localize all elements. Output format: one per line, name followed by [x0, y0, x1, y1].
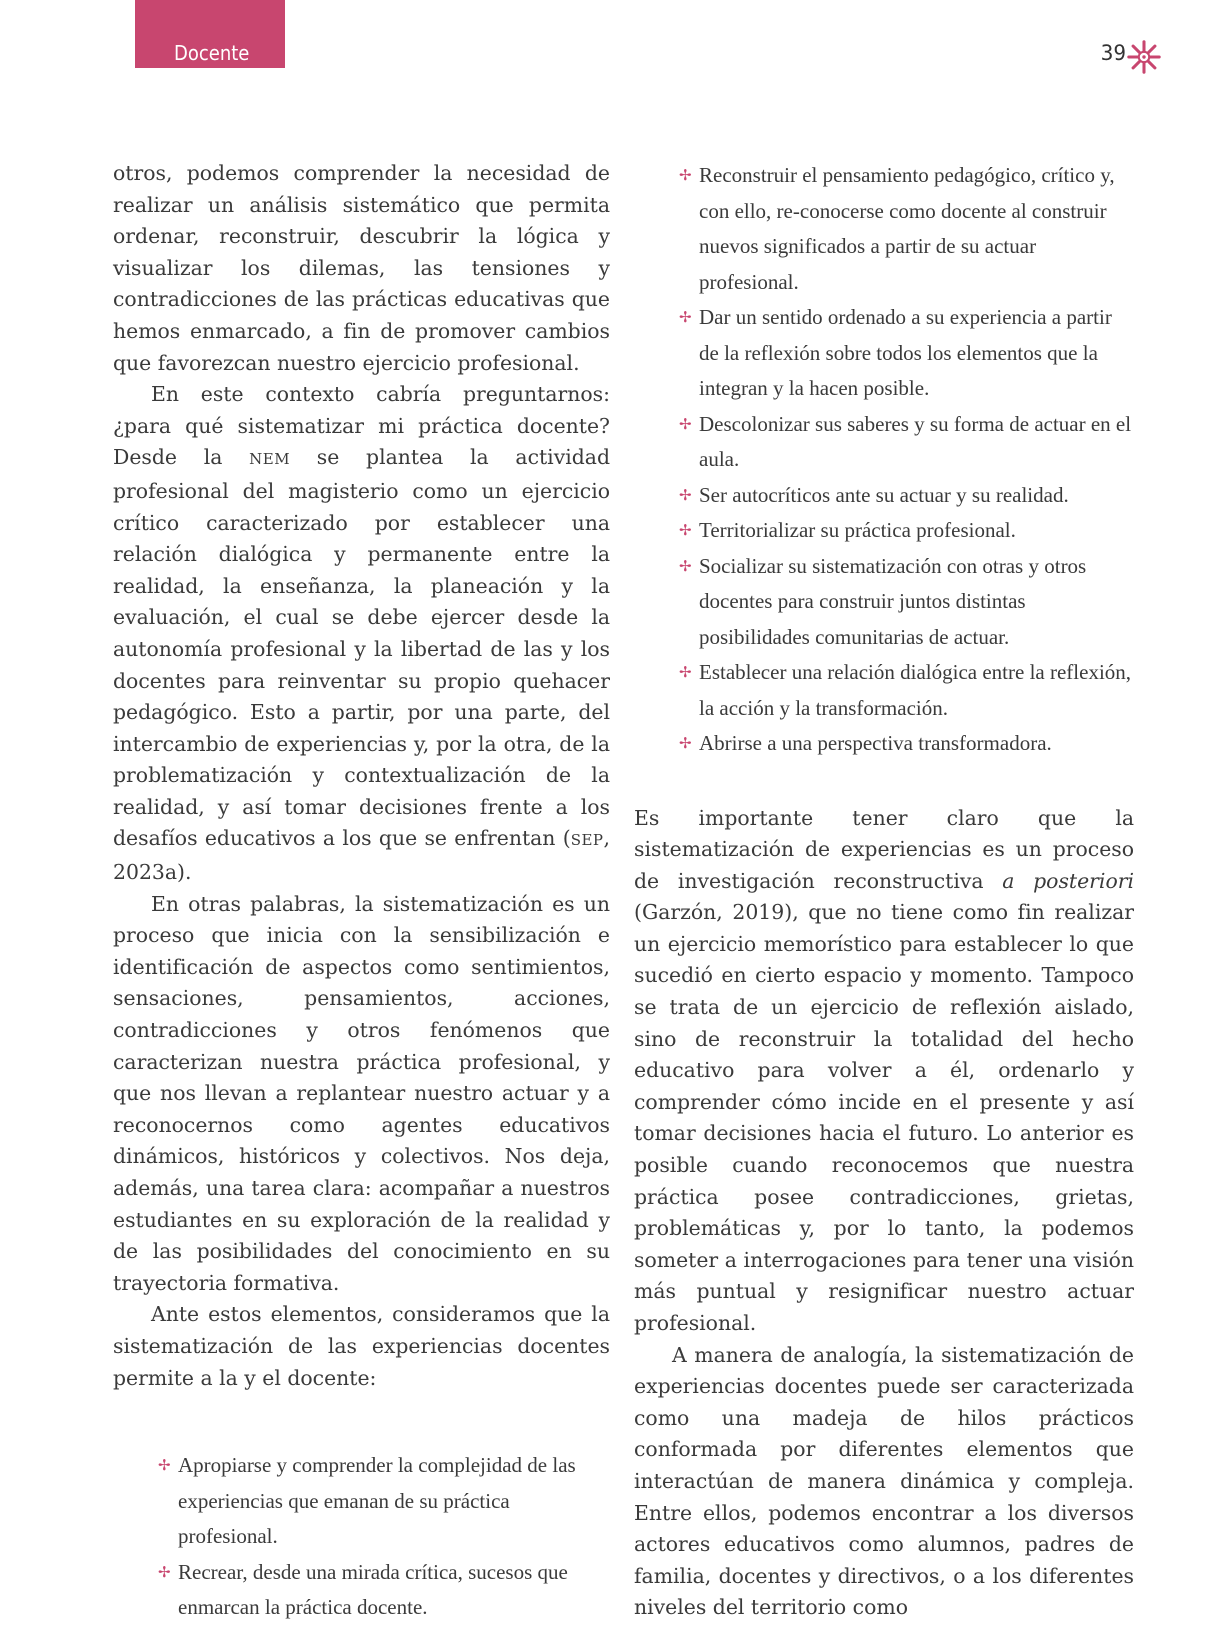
paragraph-3: En otras palabras, la sistematización es un proceso que inicia con la sensibilización e identificación de aspectos como sentimientos, sensaciones, pensamientos, acciones, contradicciones y otros fenómenos que caracterizan nuestra práctica profesional, y que nos llevan a replantear nuestro actuar y a reconocernos como agentes educativos dinámicos, históricos y colectivos. Nos deja, además, una tarea clara: acompañar a nuestros estudiantes en su exploración de la realidad y de las posibilidades del conocimiento en su trayectoria formativa.	[113, 891, 610, 1295]
bullet-icon: ✢	[679, 734, 692, 752]
paragraph-2-end: , 2023a).	[113, 826, 610, 885]
list-item-text: Reconstruir el pensamiento pedagógico, crítico y, con ello, re-conocerse como docente al construir nuevos significados a partir de su actuar profesional.	[699, 163, 1115, 294]
list-item-text: Territorializar su práctica profesional.	[699, 518, 1016, 542]
bullet-icon: ✢	[158, 1456, 171, 1475]
list-item	[158, 1448, 610, 1555]
right-bullet-list	[679, 158, 1134, 762]
paragraph-5-start: Es importante tener claro que la sistematización de experiencias es un proceso de investigación reconstructiva	[634, 805, 1134, 893]
section-label: Docente	[174, 41, 250, 65]
list-item-text: Socializar su sistematización con otras y otros docentes para construir juntos distintas posibilidades comunitarias de actuar.	[699, 553, 1087, 649]
right-column	[634, 158, 1134, 1624]
asterisk-flower-icon	[1125, 38, 1163, 76]
list-item	[679, 158, 1134, 300]
list-item	[679, 300, 1134, 407]
paragraph-2-body: se plantea la actividad profesional del magisterio como un ejercicio crítico caracterizado por establecer una relación dialógica y permanente entre la realidad, la enseñanza, la planeación y la evaluación, el cual se debe ejercer desde la autonomía profesional y la libertad de las y los docentes para reinventar su propio quehacer pedagógico. Esto a partir, por una parte, del intercambio de experiencias y, por la otra, de la problematización y contextualización de la realidad, y así tomar decisiones frente a los desafíos educativos a los que se enfrentan (	[113, 445, 611, 851]
list-item-text: Abrirse a una perspectiva transformadora.	[699, 731, 1052, 755]
left-bullet-list	[158, 1448, 610, 1626]
bullet-icon: ✢	[679, 308, 692, 326]
list-item-text: Descolonizar sus saberes y su forma de actuar en el aula.	[699, 411, 1132, 471]
bullet-icon: ✢	[679, 166, 692, 184]
list-item	[679, 513, 1134, 549]
paragraph-2	[113, 379, 610, 889]
bullet-icon: ✢	[679, 414, 692, 433]
paragraph-5-body: (Garzón, 2019), que no tiene como fin realizar un ejercicio memorístico para establecer lo que sucedió en cierto espacio y momento. Tampoco se trata de un ejercicio de reflexión aislado, sino de reconstruir la totalidad del hecho educativo para volver a él, ordenarlo y comprender cómo incide en el presente y así tomar decisiones hacia el futuro. Lo anterior es posible cuando reconocemos que nuestra práctica posee contradicciones, grietas, problemáticas y, por lo tanto, la podemos someter a interrogaciones para tener una visión más puntual y resignificar nuestro actuar profesional.	[634, 900, 1134, 1335]
bullet-icon: ✢	[679, 663, 692, 681]
list-item-text: Establecer una relación dialógica entre la reflexión, la acción y la transformación.	[699, 660, 1132, 720]
paragraph-4: Ante estos elementos, consideramos que la sistematización de las experiencias docentes permite a la y el docente:	[113, 1302, 610, 1390]
nem-acronym: NEM	[249, 450, 291, 469]
bullet-icon: ✢	[158, 1562, 171, 1581]
list-item-text: Dar un sentido ordenado a su experiencia a partir de la reflexión sobre todos los elementos que la integran y la hacen posible.	[699, 305, 1112, 400]
bullet-icon: ✢	[679, 485, 692, 504]
bullet-icon: ✢	[679, 556, 692, 575]
bullet-icon: ✢	[679, 521, 692, 539]
paragraph-6: A manera de analogía, la sistematización de experiencias docentes puede ser caracterizada como una madeja de hilos prácticos conformada por diferentes elementos que interactúan de manera dinámica y compleja. Entre ellos, podemos encontrar a los diversos actores educativos como alumnos, padres de familia, docentes y directivos, o a los diferentes niveles del territorio como	[634, 1342, 1134, 1620]
section-tab	[135, 0, 285, 68]
list-item	[679, 726, 1134, 762]
sep-acronym: SEP	[570, 831, 604, 850]
left-column	[113, 158, 610, 1626]
list-item	[679, 407, 1134, 478]
list-item	[679, 549, 1134, 656]
list-item-text: Recrear, desde una mirada crítica, sucesos que enmarcan la práctica docente.	[178, 1559, 568, 1620]
list-item	[158, 1555, 610, 1626]
list-item-text: Ser autocríticos ante su actuar y su realidad.	[699, 482, 1069, 507]
paragraph-1: otros, podemos comprender la necesidad de realizar un análisis sistemático que permita ordenar, reconstruir, descubrir la lógica y visualizar los dilemas, las tensiones y contradicciones de las prácticas educativas que hemos enmarcado, a fin de promover cambios que favorezcan nuestro ejercicio profesional.	[113, 161, 610, 375]
a-posteriori-term: a posteriori	[1002, 868, 1134, 893]
list-item-text: Apropiarse y comprender la complejidad de las experiencias que emanan de su práctica profesional.	[178, 1453, 576, 1549]
list-item	[679, 478, 1134, 514]
page-number: 39	[1100, 41, 1126, 65]
paragraph-5	[634, 803, 1134, 1340]
list-item	[679, 655, 1134, 726]
paragraph-2-start: En este contexto cabría preguntarnos: ¿para qué sistematizar mi práctica docente? Desde la	[113, 382, 610, 470]
